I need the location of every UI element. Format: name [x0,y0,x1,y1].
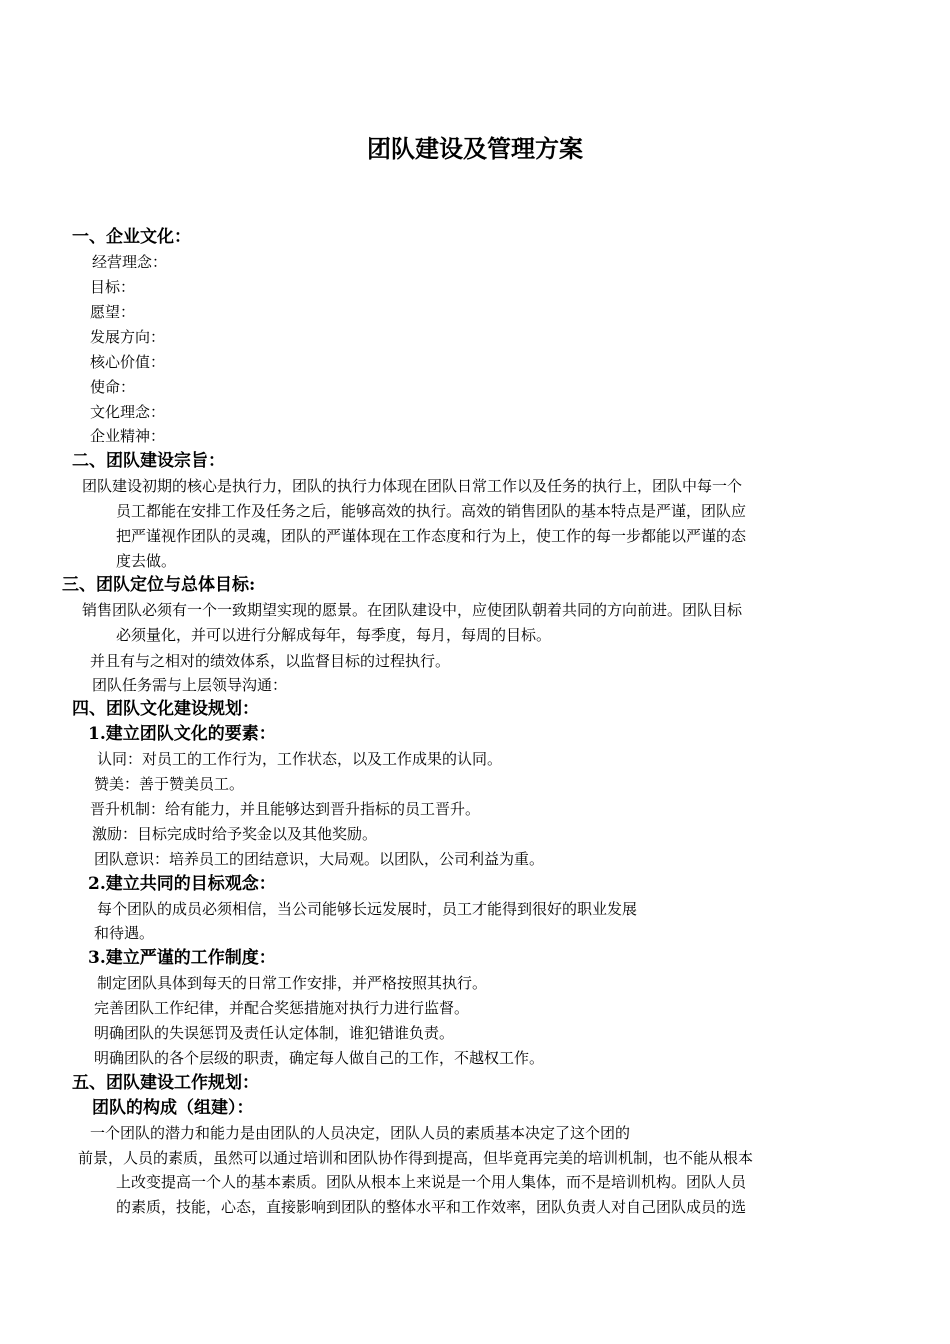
paragraph-line: 前景，人员的素质，虽然可以通过培训和团队协作得到提高，但毕竟再完美的培训机制，也不能从根本 [78,1149,754,1167]
list-item: 文化理念： [90,403,166,421]
paragraph-line: 把严谨视作团队的灵魂，团队的严谨体现在工作态度和行为上，使工作的每一步都能以严谨的态 [116,527,747,545]
paragraph-line: 的素质，技能，心态，直接影响到团队的整体水平和工作效率，团队负责人对自己团队成员的选 [116,1198,747,1216]
list-item: 赞美：善于赞美员工。 [94,775,245,793]
section-heading-culture-plan: 四、团队文化建设规划： [72,699,259,719]
section-heading-corporate-culture: 一、企业文化： [72,227,191,247]
list-item: 认同：对员工的工作行为，工作状态，以及工作成果的认同。 [97,750,503,768]
list-item: 激励：目标完成时给予奖金以及其他奖励。 [92,825,378,843]
subsection-heading: 2.建立共同的目标观念： [88,874,276,894]
paragraph-line: 和待遇。 [94,924,155,942]
list-item: 企业精神： [90,427,166,445]
list-item: 晋升机制：给有能力，并且能够达到晋升指标的员工晋升。 [90,800,481,818]
list-item: 完善团队工作纪律，并配合奖惩措施对执行力进行监督。 [94,999,470,1017]
paragraph-line: 必须量化，并可以进行分解成每年，每季度，每月，每周的目标。 [116,626,552,644]
subsection-heading: 团队的构成（组建）： [92,1098,254,1118]
paragraph-line: 一个团队的潜力和能力是由团队的人员决定，团队人员的素质基本决定了这个团的 [90,1124,631,1142]
list-item: 发展方向： [90,328,166,346]
section-heading-team-purpose: 二、团队建设宗旨： [72,451,225,471]
list-item: 愿望： [90,303,136,321]
paragraph-line: 并且有与之相对的绩效体系，以监督目标的过程执行。 [90,652,451,670]
paragraph-line: 团队任务需与上层领导沟通： [92,676,288,694]
list-item: 核心价值： [90,353,166,371]
list-item: 制定团队具体到每天的日常工作安排，并严格按照其执行。 [97,974,488,992]
paragraph-line: 员工都能在安排工作及任务之后，能够高效的执行。高效的销售团队的基本特点是严谨，团队应 [116,502,747,520]
subsection-heading: 1.建立团队文化的要素： [88,724,276,744]
page-title: 团队建设及管理方案 [367,134,583,163]
paragraph-line: 销售团队必须有一个一致期望实现的愿景。在团队建设中，应使团队朝着共同的方向前进。团队目标 [82,601,743,619]
paragraph-line: 度去做。 [116,552,177,570]
section-heading-work-plan: 五、团队建设工作规划： [72,1073,259,1093]
list-item: 使命： [90,378,136,396]
list-item: 团队意识：培养员工的团结意识，大局观。以团队，公司利益为重。 [94,850,545,868]
subsection-heading: 3.建立严谨的工作制度： [88,948,276,968]
paragraph-line: 每个团队的成员必须相信，当公司能够长远发展时，员工才能得到很好的职业发展 [97,900,638,918]
section-heading-positioning-goals: 三、团队定位与总体目标: [62,575,256,595]
list-item: 经营理念： [92,253,168,271]
paragraph-line: 团队建设初期的核心是执行力，团队的执行力体现在团队日常工作以及任务的执行上，团队中每一个 [82,477,743,495]
list-item: 目标： [90,278,136,296]
list-item: 明确团队的失误惩罚及责任认定体制，谁犯错谁负责。 [94,1024,455,1042]
list-item: 明确团队的各个层级的职责，确定每人做自己的工作，不越权工作。 [94,1049,545,1067]
paragraph-line: 上改变提高一个人的基本素质。团队从根本上来说是一个用人集体，而不是培训机构。团队人员 [116,1173,747,1191]
